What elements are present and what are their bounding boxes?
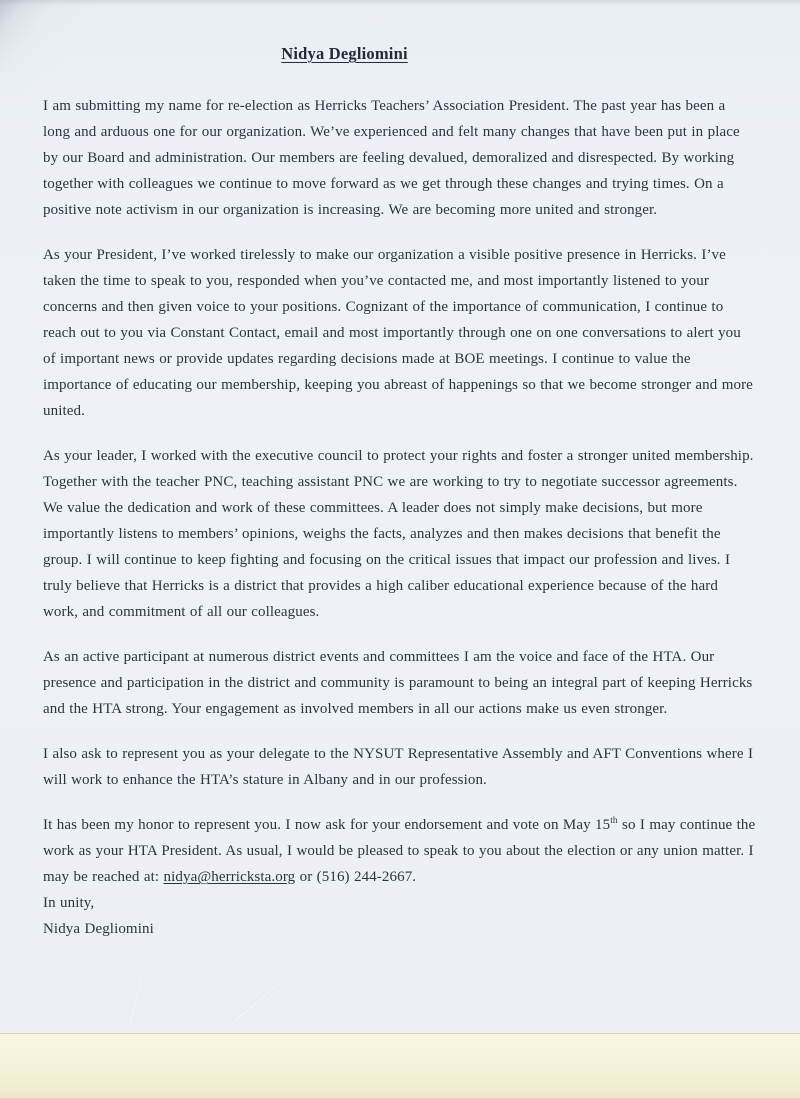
signoff: In unity, xyxy=(43,895,95,911)
closing-text-before-date: It has been my honor to represent you. I now ask for your endorsement and vote on May 15 xyxy=(43,817,611,833)
signature-name: Nidya Degliomini xyxy=(43,921,154,937)
paragraph-closing xyxy=(43,812,756,890)
email-link[interactable]: nidya@herricksta.org xyxy=(163,869,296,885)
date-ordinal-superscript: th xyxy=(610,816,618,826)
scanner-backing-strip xyxy=(0,1033,800,1098)
paper-crease-mark xyxy=(130,956,148,1024)
paragraph-participant: As an active participant at numerous district events and committees I am the voice and face of the HTA. Our presence and participation in the district and community is paramount to being an integral part of keeping Herricks and the HTA strong. Your engagement as involved members in all our actions make us even stronger. xyxy=(43,649,753,717)
closing-text-after-email: or (516) 244-2667. xyxy=(295,869,417,885)
letter-body xyxy=(43,93,756,942)
paragraph-delegate: I also ask to represent you as your delegate to the NYSUT Representative Assembly and AFT Conventions where I will work to enhance the HTA’s stature in Albany and in our profession. xyxy=(43,746,754,788)
paper-fold-mark xyxy=(233,982,363,1023)
letter-title: Nidya Degliomini xyxy=(281,44,408,63)
closing-text-after-date: so I may continue the work as your HTA President. As usual, I would be pleased to speak to you about the election or any union matter. I may be reached at: xyxy=(43,817,756,885)
paragraph-leader: As your leader, I worked with the executive council to protect your rights and foster a stronger united membership. Together with the teacher PNC, teaching assistant PNC we are working to try to negotiate successor agreements. We value the dedication and work of these committees. A leader does not simply make decisions, but more importantly listens to members’ opinions, weighs the facts, analyzes and then makes decisions that benefit the group. I will continue to keep fighting and focusing on the critical issues that impact our profession and lives. I truly believe that Herricks is a district that provides a high caliber educational experience because of the hard work, and commitment of all our colleagues. xyxy=(43,448,754,620)
paragraph-president: As your President, I’ve worked tirelessly to make our organization a visible positive presence in Herricks. I’ve taken the time to speak to you, responded when you’ve contacted me, and most importantly listened to your concerns and then given voice to your positions. Cognizant of the importance of communication, I continue to reach out to you via Constant Contact, email and most importantly through one on one conversations to alert you of important news or provide updates regarding decisions made at BOE meetings. I continue to value the importance of educating our membership, keeping you abreast of happenings so that we become stronger and more united. xyxy=(43,247,753,419)
paragraph-intro: I am submitting my name for re-election as Herricks Teachers’ Association President. The past year has been a long and arduous one for our organization. We’ve experienced and felt many changes that have been put in place by our Board and administration. Our members are feeling devalued, demoralized and disrespected. By working together with colleagues we continue to move forward as we get through these changes and trying times. On a positive note activism in our organization is increasing. We are becoming more united and stronger. xyxy=(43,98,740,218)
